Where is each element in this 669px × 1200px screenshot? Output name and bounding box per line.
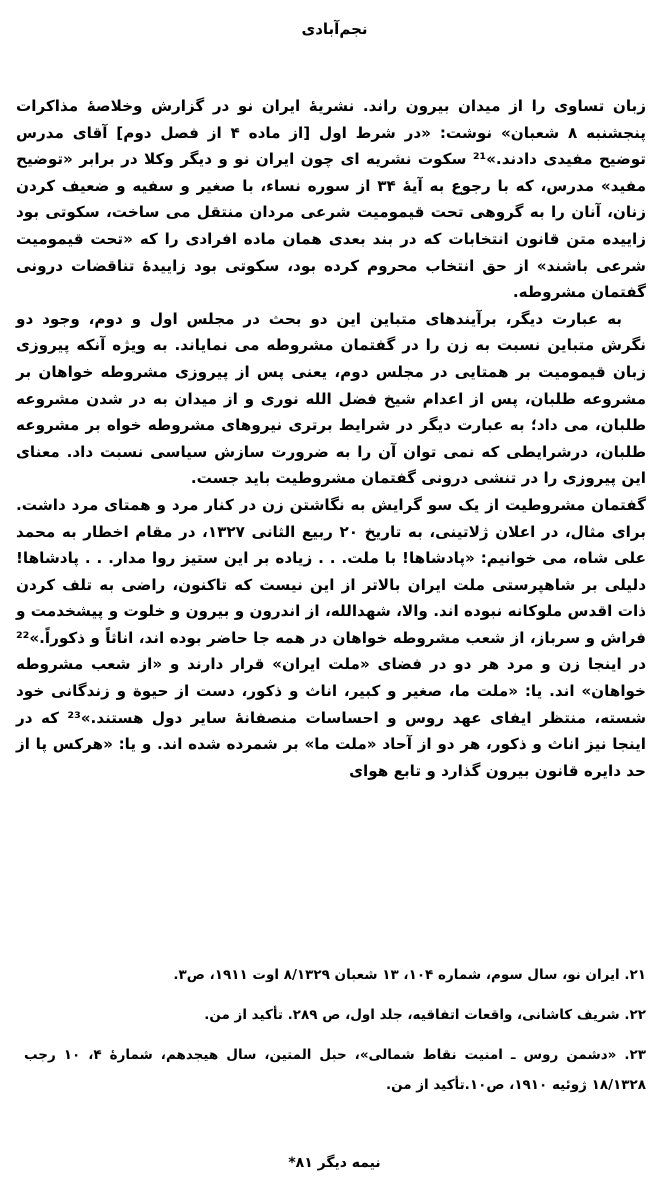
paragraph: زبان تساوی را از میدان بیرون راند. نشریهٔ ایران نو در گزارش وخلاصهٔ مذاکرات پنجشنبه ۸ شعبان» نوشت: «در شرط اول [از ماده ۴ از فصل دوم] آقای مدرس توضیح مفیدی دادند.»²¹ سکوت نشریه ای چون ایران نو و دیگر وکلا در برابر «توضیح مفید» مدرس، که با رجوع به آیهٔ ۳۴ از سوره نساء، با صغیر و سفیه و ضعیف کردن زنان، آنان را به گروهی تحت قیمومیت شرعی مردان منتقل می ساخت، سکوتی بود زاییده متن قانون انتخابات که در بند بعدی همان ماده افرادی را که «تحت قیمومیت شرعی باشند» از حق انتخاب محروم کرده بود، سکوتی بود زاییدهٔ تناقضات درونی گفتمان مشروطه. bbox=[16, 97, 646, 302]
page-footer: نیمه دیگر ۸۱* bbox=[288, 1155, 381, 1171]
paragraph: به عبارت دیگر، برآیندهای متباین این دو بحث در مجلس اول و دوم، وجود دو نگرش متباین نسبت به زن را در گفتمان مشروطه می نمایاند. به ویژه آنکه پیروزی زبان قیمومیت بر همتایی در مجلس دوم، یعنی پس از پیروزی مشروطه خواهان بر مشروعه طلبان، پس از اعدام شیخ فضل الله نوری و از میدان به در شدن مشروعه طلبان، می داد؛ به عبارت دیگر در شرایط برتری نیروهای مشروطه خواه بر مشروعه طلبان، درشرایطی که نمی توان آن را به ضرورت سازش سیاسی نسبت داد. معنای این پیروزی را در تنشی درونی گفتمان مشروطیت باید جست. bbox=[16, 309, 646, 488]
footnote: ۲۳. «دشمن روس ـ امنیت نقاط شمالی»، حبل المتین، سال هیجدهم، شمارهٔ ۴، ۱۰ رجب ۱۸/۱۳۲۸ ژوئیه ۱۹۱۰، ص۱۰.تأکید از من. bbox=[24, 1047, 646, 1093]
footnote: ۲۱. ایران نو، سال سوم، شماره ۱۰۴، ۱۳ شعبان ۸/۱۳۲۹ اوت ۱۹۱۱، ص۳. bbox=[173, 967, 646, 983]
running-header: نجم‌آبادی bbox=[301, 20, 368, 38]
body-text bbox=[16, 93, 646, 784]
footnotes bbox=[24, 960, 646, 1104]
footnote: ۲۲. شریف کاشانی، واقعات اتفاقیه، جلد اول، ص ۲۸۹. تأکید از من. bbox=[204, 1007, 646, 1023]
paragraph: گفتمان مشروطیت از یک سو گرایش به نگاشتن زن در کنار مرد و همتای مرد داشت. برای مثال، در اعلان ژلاتینی، به تاریخ ۲۰ ربیع الثانی ۱۳۲۷، در مقام اخطار به محمد علی شاه، می خوانیم: «پادشاها! با ملت. . . زیاده بر این ستیز روا مدار. . . پادشاها! دلیلی بر شاهپرستی ملت ایران بالاتر از این نیست که تاکنون، راضی به تلف کردن ذات اقدس ملوکانه نبوده اند. والا، شهدالله، از اندرون و بیرون و خلوت و پیشخدمت و فراش و سرباز، از شعب مشروطه خواهان در همه جا حاضر بوده اند، اناثاً و ذکوراً.»²² در اینجا زن و مرد هر دو در فضای «ملت ایران» قرار دارند و «از شعب مشروطه خواهان» اند. یا: «ملت ما، صغیر و کبیر، اناث و ذکور، دست از حیوة و زندگانی خود شسته، منتظر ایفای عهد روس و احساسات منصفانهٔ سایر دول هستند.»²³ که در اینجا نیز اناث و ذکور، هر دو از آحاد «ملت ما» بر شمرده شده اند. و یا: «هرکس پا از حد دایره قانون بیرون گذارد و تابع هوای bbox=[16, 495, 647, 780]
